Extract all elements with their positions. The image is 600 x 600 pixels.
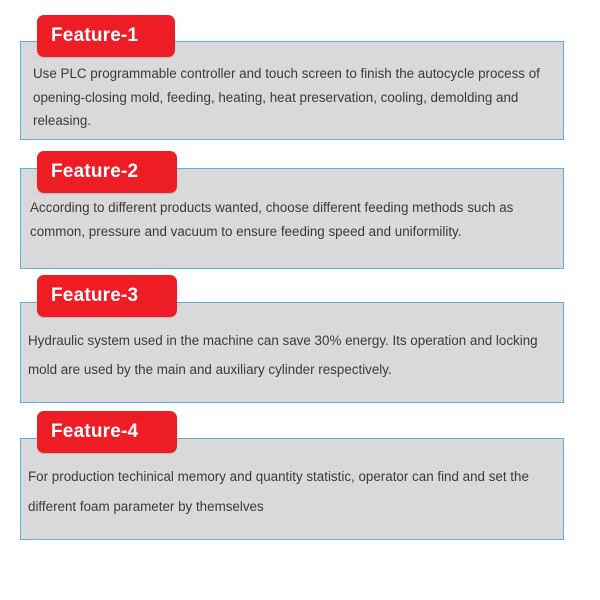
feature-title: Feature-2 (37, 151, 177, 193)
feature-description: Hydraulic system used in the machine can save 30% energy. Its operation and locking mold are used by the main and auxiliary cylinder respectively. (28, 333, 538, 377)
feature-title: Feature-3 (37, 275, 177, 317)
feature-title: Feature-1 (37, 15, 175, 57)
feature-description: For production techinical memory and quantity statistic, operator can find and set the different foam parameter by themselves (28, 469, 529, 514)
feature-description: According to different products wanted, choose different feeding methods such as common, pressure and vacuum to ensure feeding speed and uniformility. (30, 200, 514, 239)
feature-description: Use PLC programmable controller and touch screen to finish the autocycle process of opening-closing mold, feeding, heating, heat preservation, cooling, demolding and releasing. (33, 66, 540, 128)
feature-title: Feature-4 (37, 411, 177, 453)
